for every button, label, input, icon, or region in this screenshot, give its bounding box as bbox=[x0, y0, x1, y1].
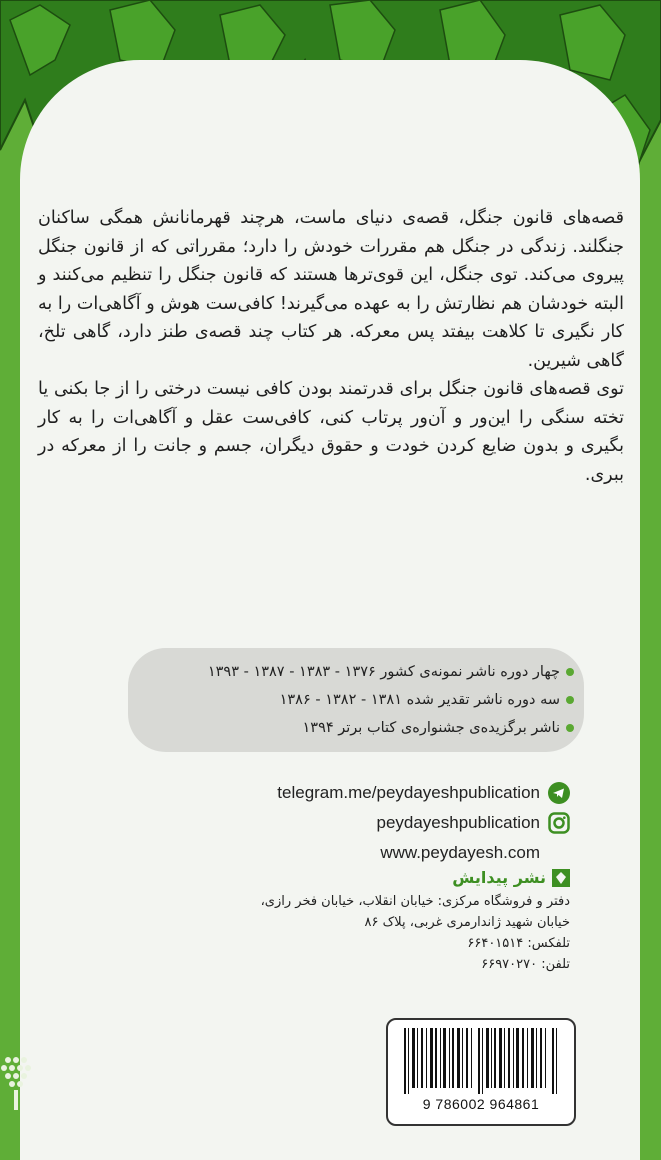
publisher-name: نشر پیدایش bbox=[190, 868, 570, 887]
description-paragraph-2: توی قصه‌های قانون جنگل برای قدرتمند بودن کافی نیست درختی را از جا بکنی یا تخته سنگی را این‌ور و آن‌ور پرتاب کنی، کافی‌ست عقل و آگاهی‌ات را به کار بگیری و بدون ضایع کردن خودت و حقوق دیگران، جسم و جانت را از معرکه در ببری. bbox=[38, 379, 624, 485]
bullet-icon bbox=[566, 696, 574, 704]
bullet-icon bbox=[566, 724, 574, 732]
instagram-link[interactable]: peydayeshpublication bbox=[240, 808, 570, 838]
bullet-icon bbox=[566, 668, 574, 676]
book-description bbox=[38, 204, 624, 489]
publisher-awards bbox=[128, 648, 584, 752]
description-paragraph-1: قصه‌های قانون جنگل، قصه‌ی دنیای ماست، هرچند قهرمانانش همگی ساکنان جنگلند. زندگی در جنگل هم مقررات خودش را دارد؛ مقرراتی که از قانون جنگل پیروی می‌کند. توی جنگل، این قوی‌ترها هستند که قانون جنگل را تنظیم می‌کنند و البته خودشان هم نظارتش را به عهده می‌گیرند! کافی‌ست هوش و آگاهی‌ات را به کار نگیری تا کلاهت بیفتد پس معرکه. هر کتاب چند قصه‌ی طنز دارد، گاهی تلخ، گاهی شیرین. bbox=[38, 208, 624, 371]
publisher-address: دفتر و فروشگاه مرکزی: خیابان انقلاب، خیابان فخر رازی، خیابان شهید ژاندارمری غربی، پلاک ۸۶ تلفکس: ۶۶۴۰۱۵۱۴ تلفن: ۶۶۹۷۰۲۷۰ bbox=[190, 891, 570, 975]
spine-tree-logo-icon bbox=[0, 1050, 40, 1120]
telegram-icon bbox=[548, 782, 570, 804]
award-item: ناشر برگزیده‌ی جشنواره‌ی کتاب برتر ۱۳۹۴ bbox=[128, 714, 574, 742]
barcode-bars bbox=[402, 1028, 560, 1094]
isbn-barcode bbox=[386, 1018, 576, 1126]
telegram-link[interactable]: telegram.me/peydayeshpublication bbox=[240, 778, 570, 808]
social-links bbox=[240, 778, 570, 868]
isbn-number: 9 786002 964861 bbox=[422, 1096, 540, 1112]
publisher-info bbox=[190, 868, 570, 975]
fax-number: تلفکس: ۶۶۴۰۱۵۱۴ bbox=[467, 936, 570, 951]
award-item: سه دوره ناشر تقدیر شده ۱۳۸۱ - ۱۳۸۲ - ۱۳۸۶ bbox=[128, 686, 574, 714]
publisher-logo-icon bbox=[552, 869, 570, 887]
award-item: چهار دوره ناشر نمونه‌ی کشور ۱۳۷۶ - ۱۳۸۳ - ۱۳۸۷ - ۱۳۹۳ bbox=[128, 658, 574, 686]
instagram-icon bbox=[548, 812, 570, 834]
phone-number: تلفن: ۶۶۹۷۰۲۷۰ bbox=[481, 957, 570, 972]
website-link[interactable]: www.peydayesh.com bbox=[380, 843, 540, 862]
